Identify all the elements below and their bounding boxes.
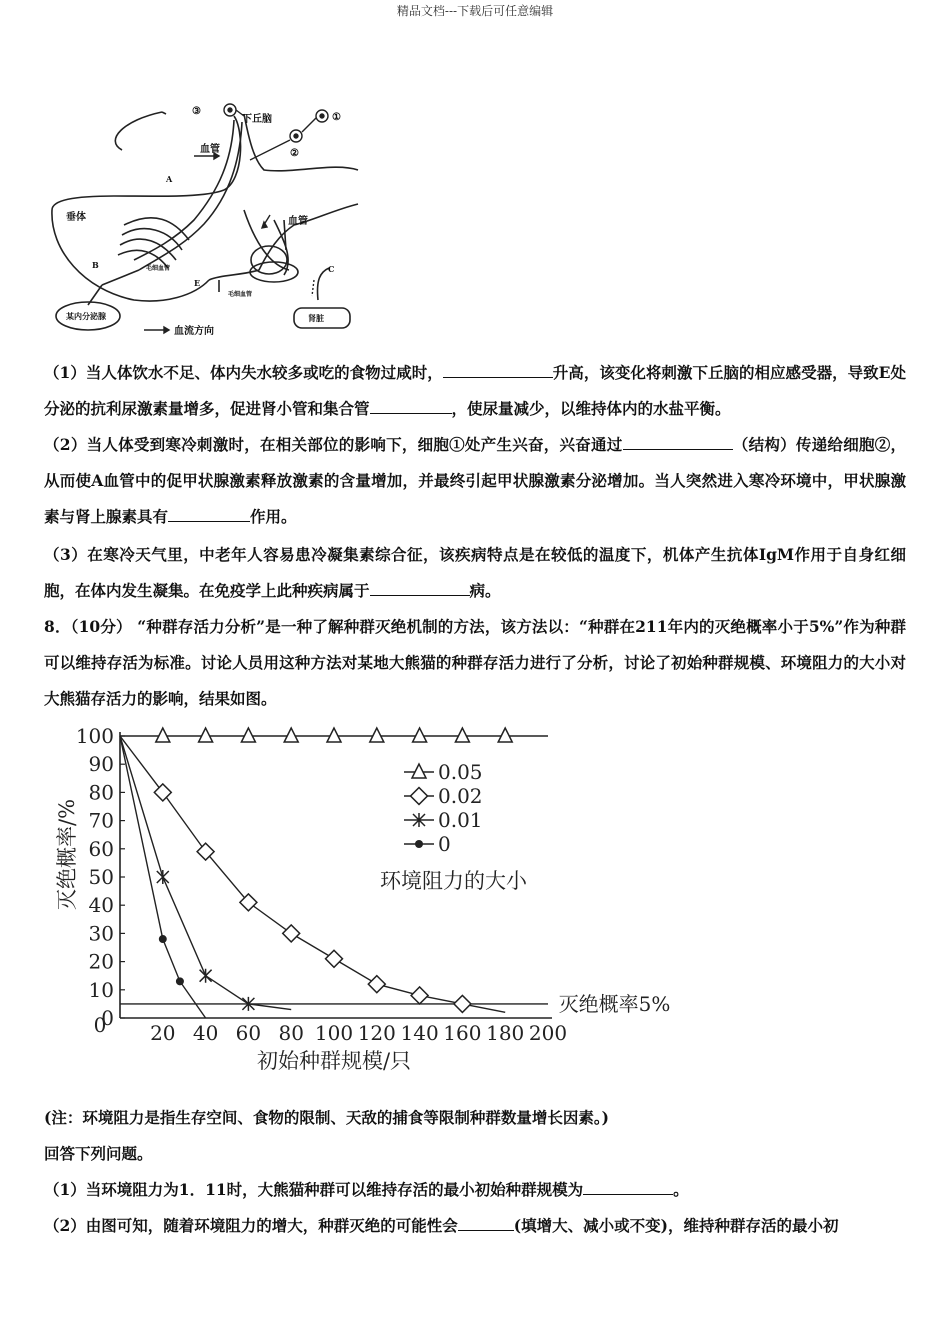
y-axis-label: 灭绝概率/%	[55, 798, 79, 910]
q1-p3-text-a: （3）在寒冷天气里，中老年人容易患冷凝集素综合征，该疾病特点是在较低的温度下，机体产生抗体IgM作用于自身红细胞，在体内发生凝集。在免疫学上此种疾病属于	[44, 545, 906, 600]
y-tick-label: 0	[101, 1006, 114, 1030]
legend-label: 0	[438, 832, 451, 856]
answer-blank[interactable]	[583, 1176, 673, 1195]
y-tick-label: 80	[88, 780, 114, 805]
series-point-0.05	[327, 728, 341, 742]
q1-p3-text-b: 病。	[469, 581, 501, 600]
label-capillary-2: 毛细血管	[228, 291, 253, 298]
series-point-0.02	[411, 987, 428, 1004]
label-kidney: 肾脏	[308, 313, 324, 323]
y-tick-label: 10	[88, 977, 114, 1002]
q1-p2-text-b: （结构）传递给细胞②，从而使A血管中的促甲状腺激素释放激素的含量增加，并最终引起甲状腺激素分泌增加。当人突然进入寒冷环境中，甲状腺激素与肾上腺素具有	[44, 435, 906, 526]
legend-label: 0.01	[438, 808, 483, 832]
x-tick-label: 60	[235, 1021, 262, 1045]
q1-paragraph-1	[44, 355, 906, 427]
label-capillary-1: 毛细血管	[146, 265, 171, 272]
x-tick-label: 0	[93, 1013, 107, 1037]
q8-sub-1	[44, 1172, 906, 1208]
series-point-0.05	[413, 728, 427, 742]
q8-s2-text-a: （2）由图可知，随着环境阻力的增大，种群灭绝的可能性会	[44, 1216, 458, 1235]
legend-label: 0.05	[438, 760, 483, 784]
page-header: 精品文档---下载后可任意编辑	[396, 4, 554, 18]
x-tick-label: 40	[192, 1021, 219, 1045]
series-point-0	[159, 935, 167, 943]
label-vessel-top: 血管	[200, 144, 220, 155]
series-point-0.01	[157, 870, 169, 884]
x-axis-label: 初始种群规模/只	[256, 1049, 412, 1073]
q8-answer-prompt: 回答下列问题。	[44, 1144, 153, 1163]
label-blood-flow: 血流方向	[174, 326, 214, 337]
series-point-0.05	[284, 728, 298, 742]
extinction-probability-chart	[44, 722, 704, 1078]
q1-p2-text-a: （2）当人体受到寒冷刺激时，在相关部位的影响下，细胞①处产生兴奋，兴奋通过	[44, 435, 623, 454]
series-point-0.02	[368, 976, 385, 993]
y-tick-label: 90	[88, 752, 114, 777]
x-tick-label: 200	[528, 1021, 568, 1045]
label-gland: 某内分泌腺	[66, 311, 106, 321]
threshold-label: 灭绝概率5%	[558, 991, 671, 1016]
q1-paragraph-3	[44, 537, 906, 609]
y-tick-label: 70	[88, 808, 114, 833]
x-tick-label: 120	[357, 1021, 396, 1045]
y-tick-label: 60	[88, 836, 114, 861]
answer-blank[interactable]	[623, 431, 733, 450]
series-point-0.05	[199, 728, 213, 742]
legend-marker-0.05	[412, 764, 426, 778]
q8-s1-text-a: （1）当环境阻力为1．11时，大熊猫种群可以维持存活的最小初始种群规模为	[44, 1180, 584, 1199]
q1-p1-text-b: 升高，该变化将刺激下丘脑的相应感受器，导致E处分泌的抗利尿激素量增多，促进肾小管和集合管	[44, 363, 906, 418]
label-cell-2: ②	[290, 148, 299, 159]
q8-sub-2	[44, 1208, 906, 1244]
x-tick-label: 180	[486, 1021, 525, 1045]
series-point-0.01	[200, 969, 212, 983]
y-tick-label: 40	[88, 893, 114, 918]
label-E: E	[194, 278, 201, 288]
series-point-0.02	[154, 784, 171, 801]
y-tick-label: 30	[88, 921, 114, 946]
label-cell-1: ①	[332, 112, 341, 123]
q8-note: (注：环境阻力是指生存空间、食物的限制、天敌的捕食等限制种群数量增长因素。)	[44, 1108, 609, 1127]
hypothalamus-pituitary-diagram	[44, 100, 364, 340]
series-point-0.02	[454, 995, 471, 1012]
x-tick-label: 80	[278, 1021, 304, 1045]
series-point-0.05	[156, 728, 170, 742]
q1-p1-text-c: ，使尿量减少，以维持体内的水盐平衡。	[451, 399, 731, 418]
y-tick-label: 20	[88, 949, 114, 974]
answer-blank[interactable]	[168, 503, 250, 522]
legend-marker-0	[415, 840, 423, 848]
q1-p2-text-c: 作用。	[250, 507, 297, 526]
series-point-0	[176, 977, 184, 985]
x-tick-label: 20	[150, 1021, 176, 1045]
label-vessel-right: 血管	[288, 216, 308, 227]
q8-s1-text-b: 。	[673, 1180, 689, 1199]
series-point-0.02	[283, 925, 300, 942]
q8-s2-text-b: (填增大、减小或不变)，维持种群存活的最小初	[513, 1216, 839, 1235]
series-point-0.05	[370, 728, 384, 742]
x-tick-label: 160	[443, 1021, 482, 1045]
series-point-0.02	[326, 950, 343, 967]
label-cell-3: ③	[192, 106, 201, 117]
answer-blank[interactable]	[370, 577, 470, 596]
answer-blank[interactable]	[370, 395, 452, 414]
label-pituitary: 垂体	[66, 212, 86, 223]
x-tick-label: 140	[400, 1021, 439, 1045]
answer-blank[interactable]	[443, 359, 553, 378]
legend-title: 环境阻力的大小	[380, 869, 527, 893]
label-B: B	[92, 260, 99, 270]
series-point-0.05	[241, 728, 255, 742]
series-point-0.05	[498, 728, 512, 742]
label-hypothalamus: 下丘脑	[242, 114, 272, 125]
y-tick-label: 50	[88, 865, 114, 889]
q1-paragraph-2	[44, 427, 906, 535]
series-point-0.05	[455, 728, 469, 742]
label-A: A	[166, 174, 173, 184]
answer-blank[interactable]	[458, 1212, 514, 1231]
q8-intro: 8．（10分） “种群存活力分析”是一种了解种群灭绝机制的方法，该方法以：“种群在211年内的灭绝概率小于5%”作为种群可以维持存活为标准。讨论人员用这种方法对某地大熊猫的种群存活力进行了分析，讨论了初始种群规模、环境阻力的大小对大熊猫存活力的影响，结果如图。	[44, 617, 906, 708]
legend-marker-0.02	[411, 788, 428, 805]
q1-p1-text-a: （1）当人体饮水不足、体内失水较多或吃的食物过咸时，	[44, 363, 443, 382]
series-point-0.02	[197, 843, 214, 860]
label-C: C	[328, 264, 335, 274]
y-tick-label: 100	[75, 724, 114, 748]
legend-label: 0.02	[438, 784, 483, 808]
series-line-0.01	[120, 736, 291, 1010]
series-point-0.02	[240, 894, 257, 911]
x-tick-label: 100	[314, 1021, 354, 1045]
